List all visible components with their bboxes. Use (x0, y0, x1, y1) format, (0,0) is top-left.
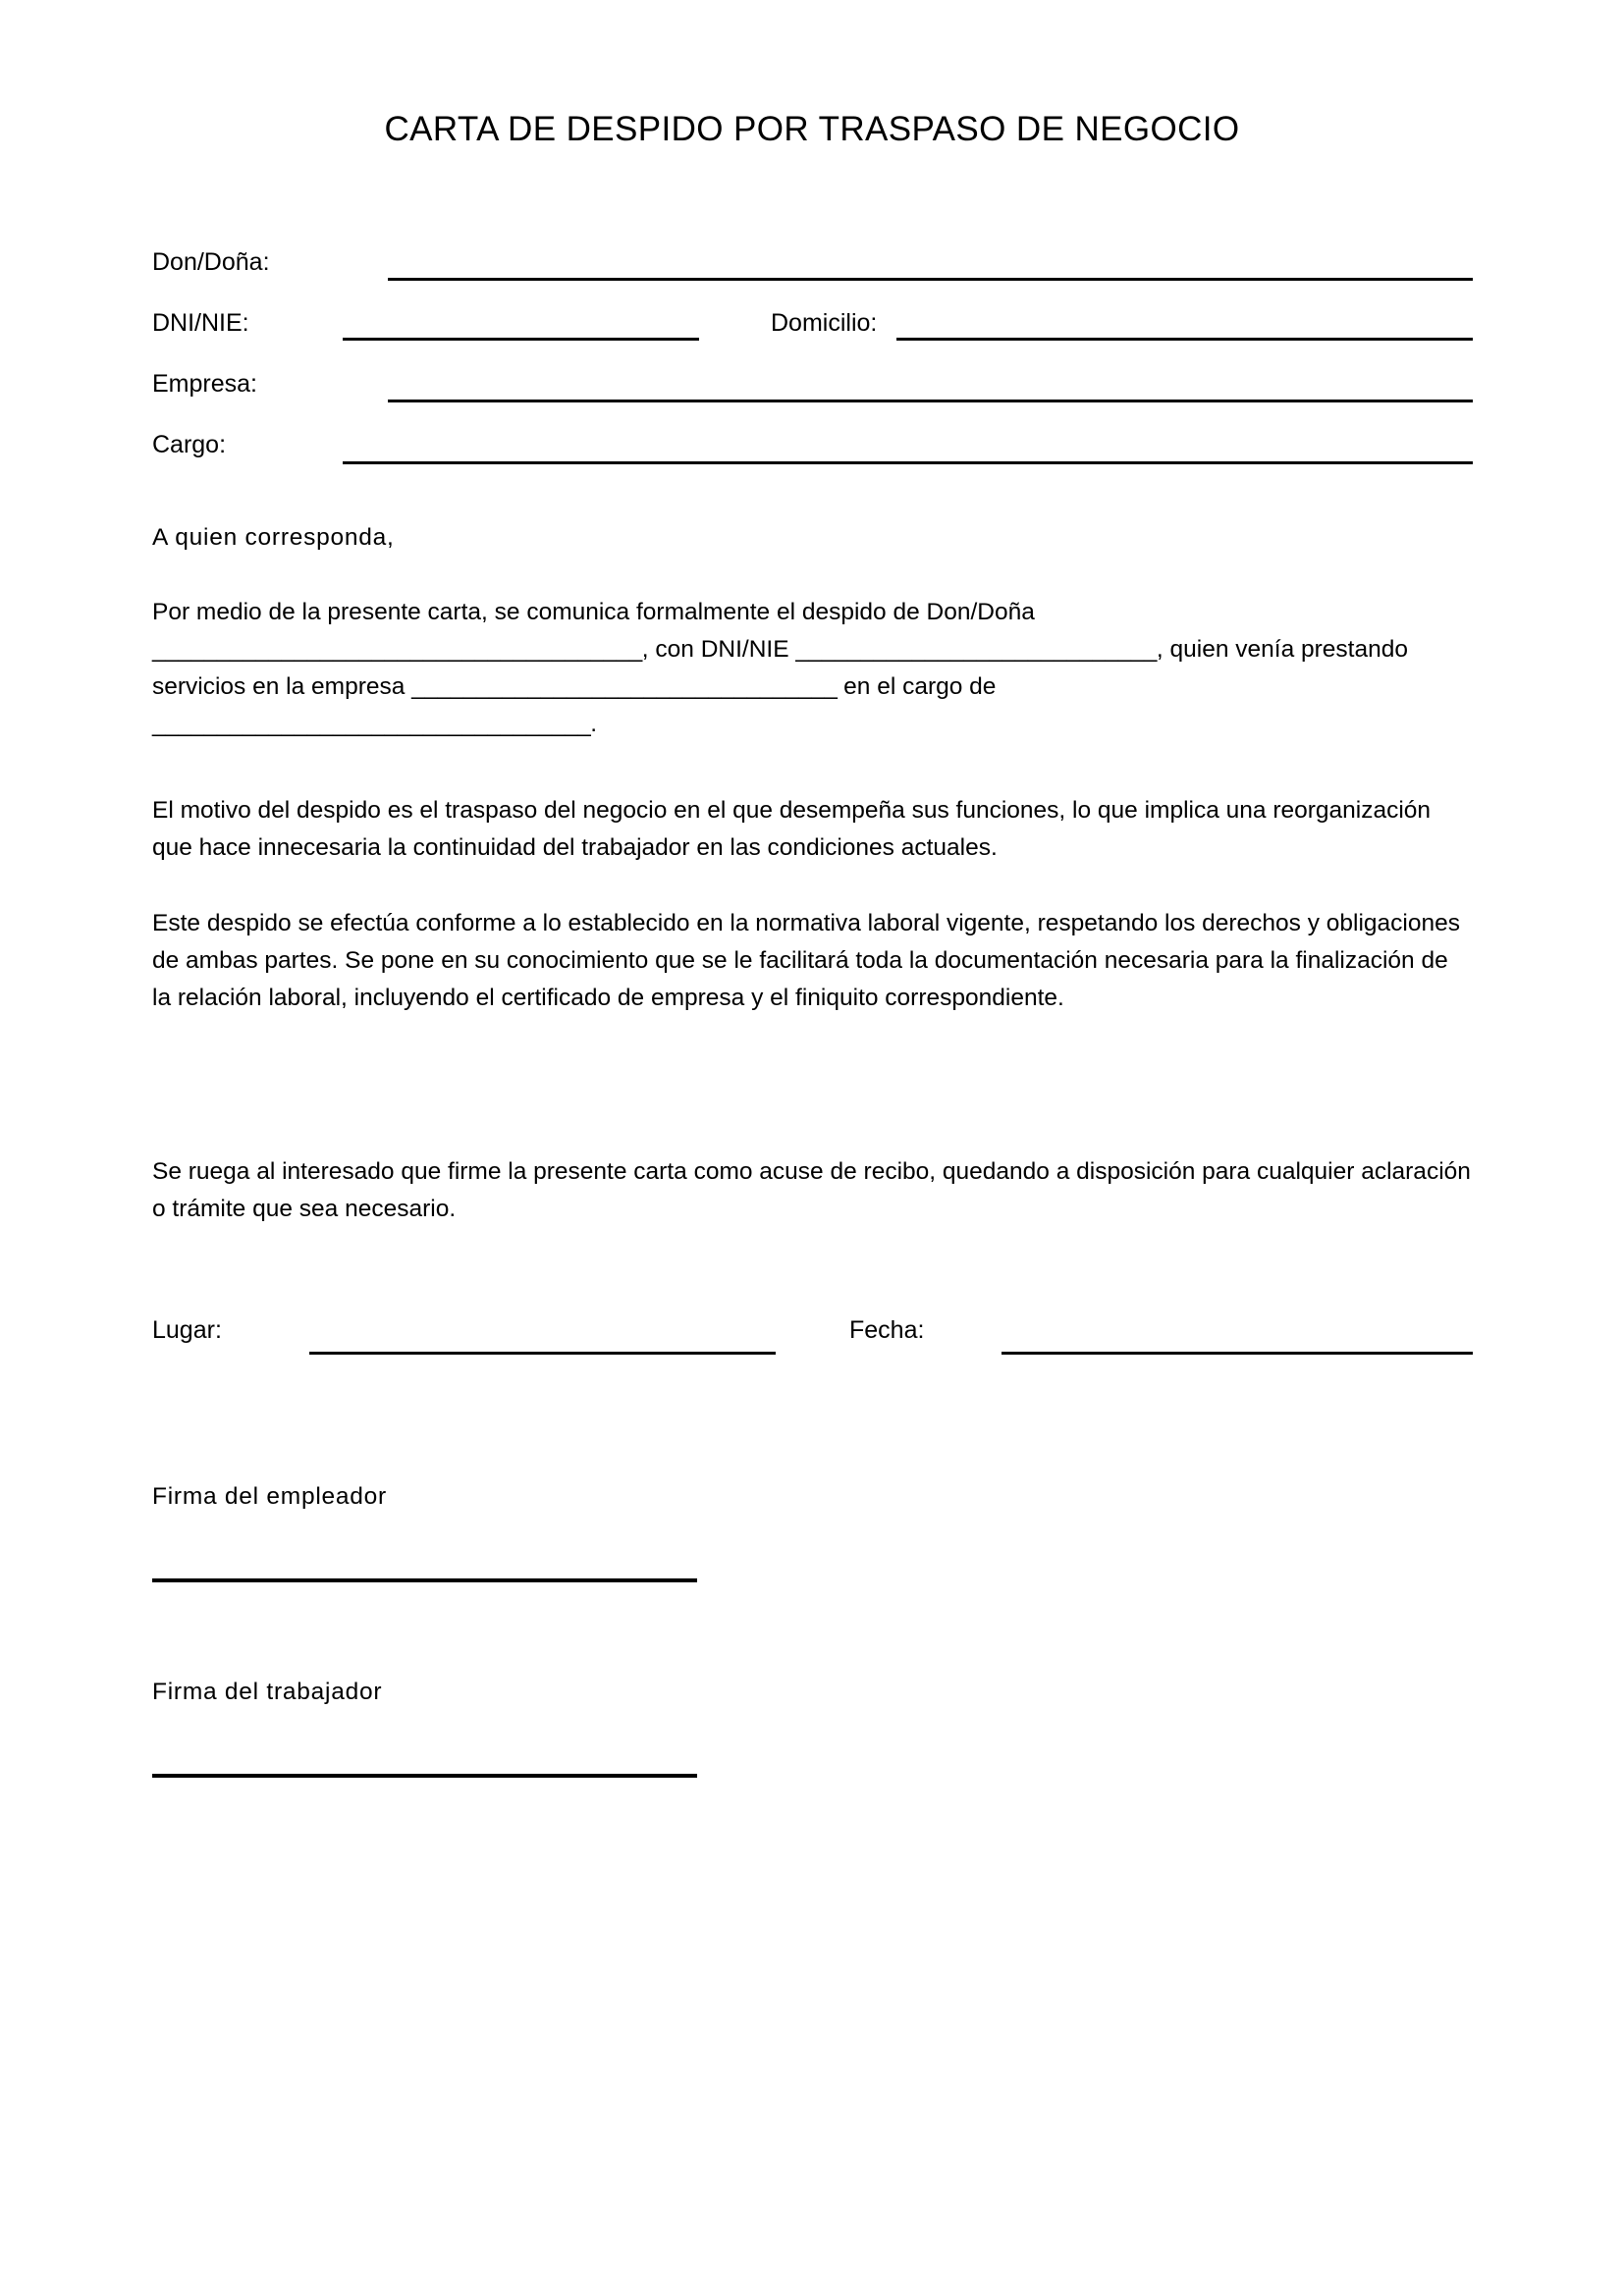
field-input-domicilio[interactable] (896, 338, 1473, 341)
blank-empresa[interactable]: _________________________________ (411, 673, 838, 700)
paragraph-motivo: El motivo del despido es el traspaso del negocio en el que desempeña sus funciones, lo que implica una reorganización que hace innecesaria la continuidad del trabajador en las condiciones actuales. (152, 797, 1432, 861)
blank-nombre[interactable]: ______________________________________ (152, 636, 642, 663)
field-label-domicilio: Domicilio: (771, 309, 878, 337)
field-input-fecha[interactable] (1001, 1352, 1473, 1355)
field-input-dni-nie[interactable] (343, 338, 699, 341)
field-input-don-dona[interactable] (388, 278, 1473, 281)
paragraph-1-text-2: , con DNI/NIE (641, 636, 796, 663)
field-label-dni-nie: DNI/NIE: (152, 309, 249, 337)
paragraph-despido-detalle (152, 594, 1473, 743)
paragraph-1-text-4: en el cargo de (837, 673, 997, 700)
paragraph-1-text-end: . (590, 711, 598, 737)
salutation: A quien corresponda, (152, 524, 395, 551)
signature-line-trabajador[interactable] (152, 1774, 697, 1778)
page-title: CARTA DE DESPIDO POR TRASPASO DE NEGOCIO (384, 110, 1240, 148)
field-input-empresa[interactable] (388, 400, 1473, 402)
paragraph-1-text-3: , quien venía prestando servicios en la empresa (152, 636, 1408, 700)
field-input-lugar[interactable] (309, 1352, 776, 1355)
field-input-cargo[interactable] (343, 461, 1473, 464)
signature-label-trabajador: Firma del trabajador (152, 1679, 383, 1705)
signature-label-empleador: Firma del empleador (152, 1483, 387, 1510)
field-label-empresa: Empresa: (152, 370, 257, 398)
field-label-cargo: Cargo: (152, 431, 227, 458)
blank-cargo[interactable]: __________________________________ (152, 711, 591, 737)
field-label-don-dona: Don/Doña: (152, 248, 270, 276)
field-label-fecha: Fecha: (849, 1316, 925, 1344)
paragraph-acuse-recibo: Se ruega al interesado que firme la presente carta como acuse de recibo, quedando a disposición para cualquier aclaración o trámite que sea necesario. (152, 1158, 1471, 1222)
paragraph-normativa: Este despido se efectúa conforme a lo establecido en la normativa laboral vigente, respetando los derechos y obligaciones de ambas partes. Se pone en su conocimiento que se le facilitará toda la documentación necesaria para la finalización de la relación laboral, incluyendo el certificado de empresa y el finiquito correspondiente. (152, 910, 1460, 1011)
signature-line-empleador[interactable] (152, 1578, 697, 1582)
field-label-lugar: Lugar: (152, 1316, 222, 1344)
blank-dni[interactable]: ____________________________ (795, 636, 1157, 663)
paragraph-1-text-1: Por medio de la presente carta, se comunica formalmente el despido de Don/Doña (152, 599, 1035, 625)
